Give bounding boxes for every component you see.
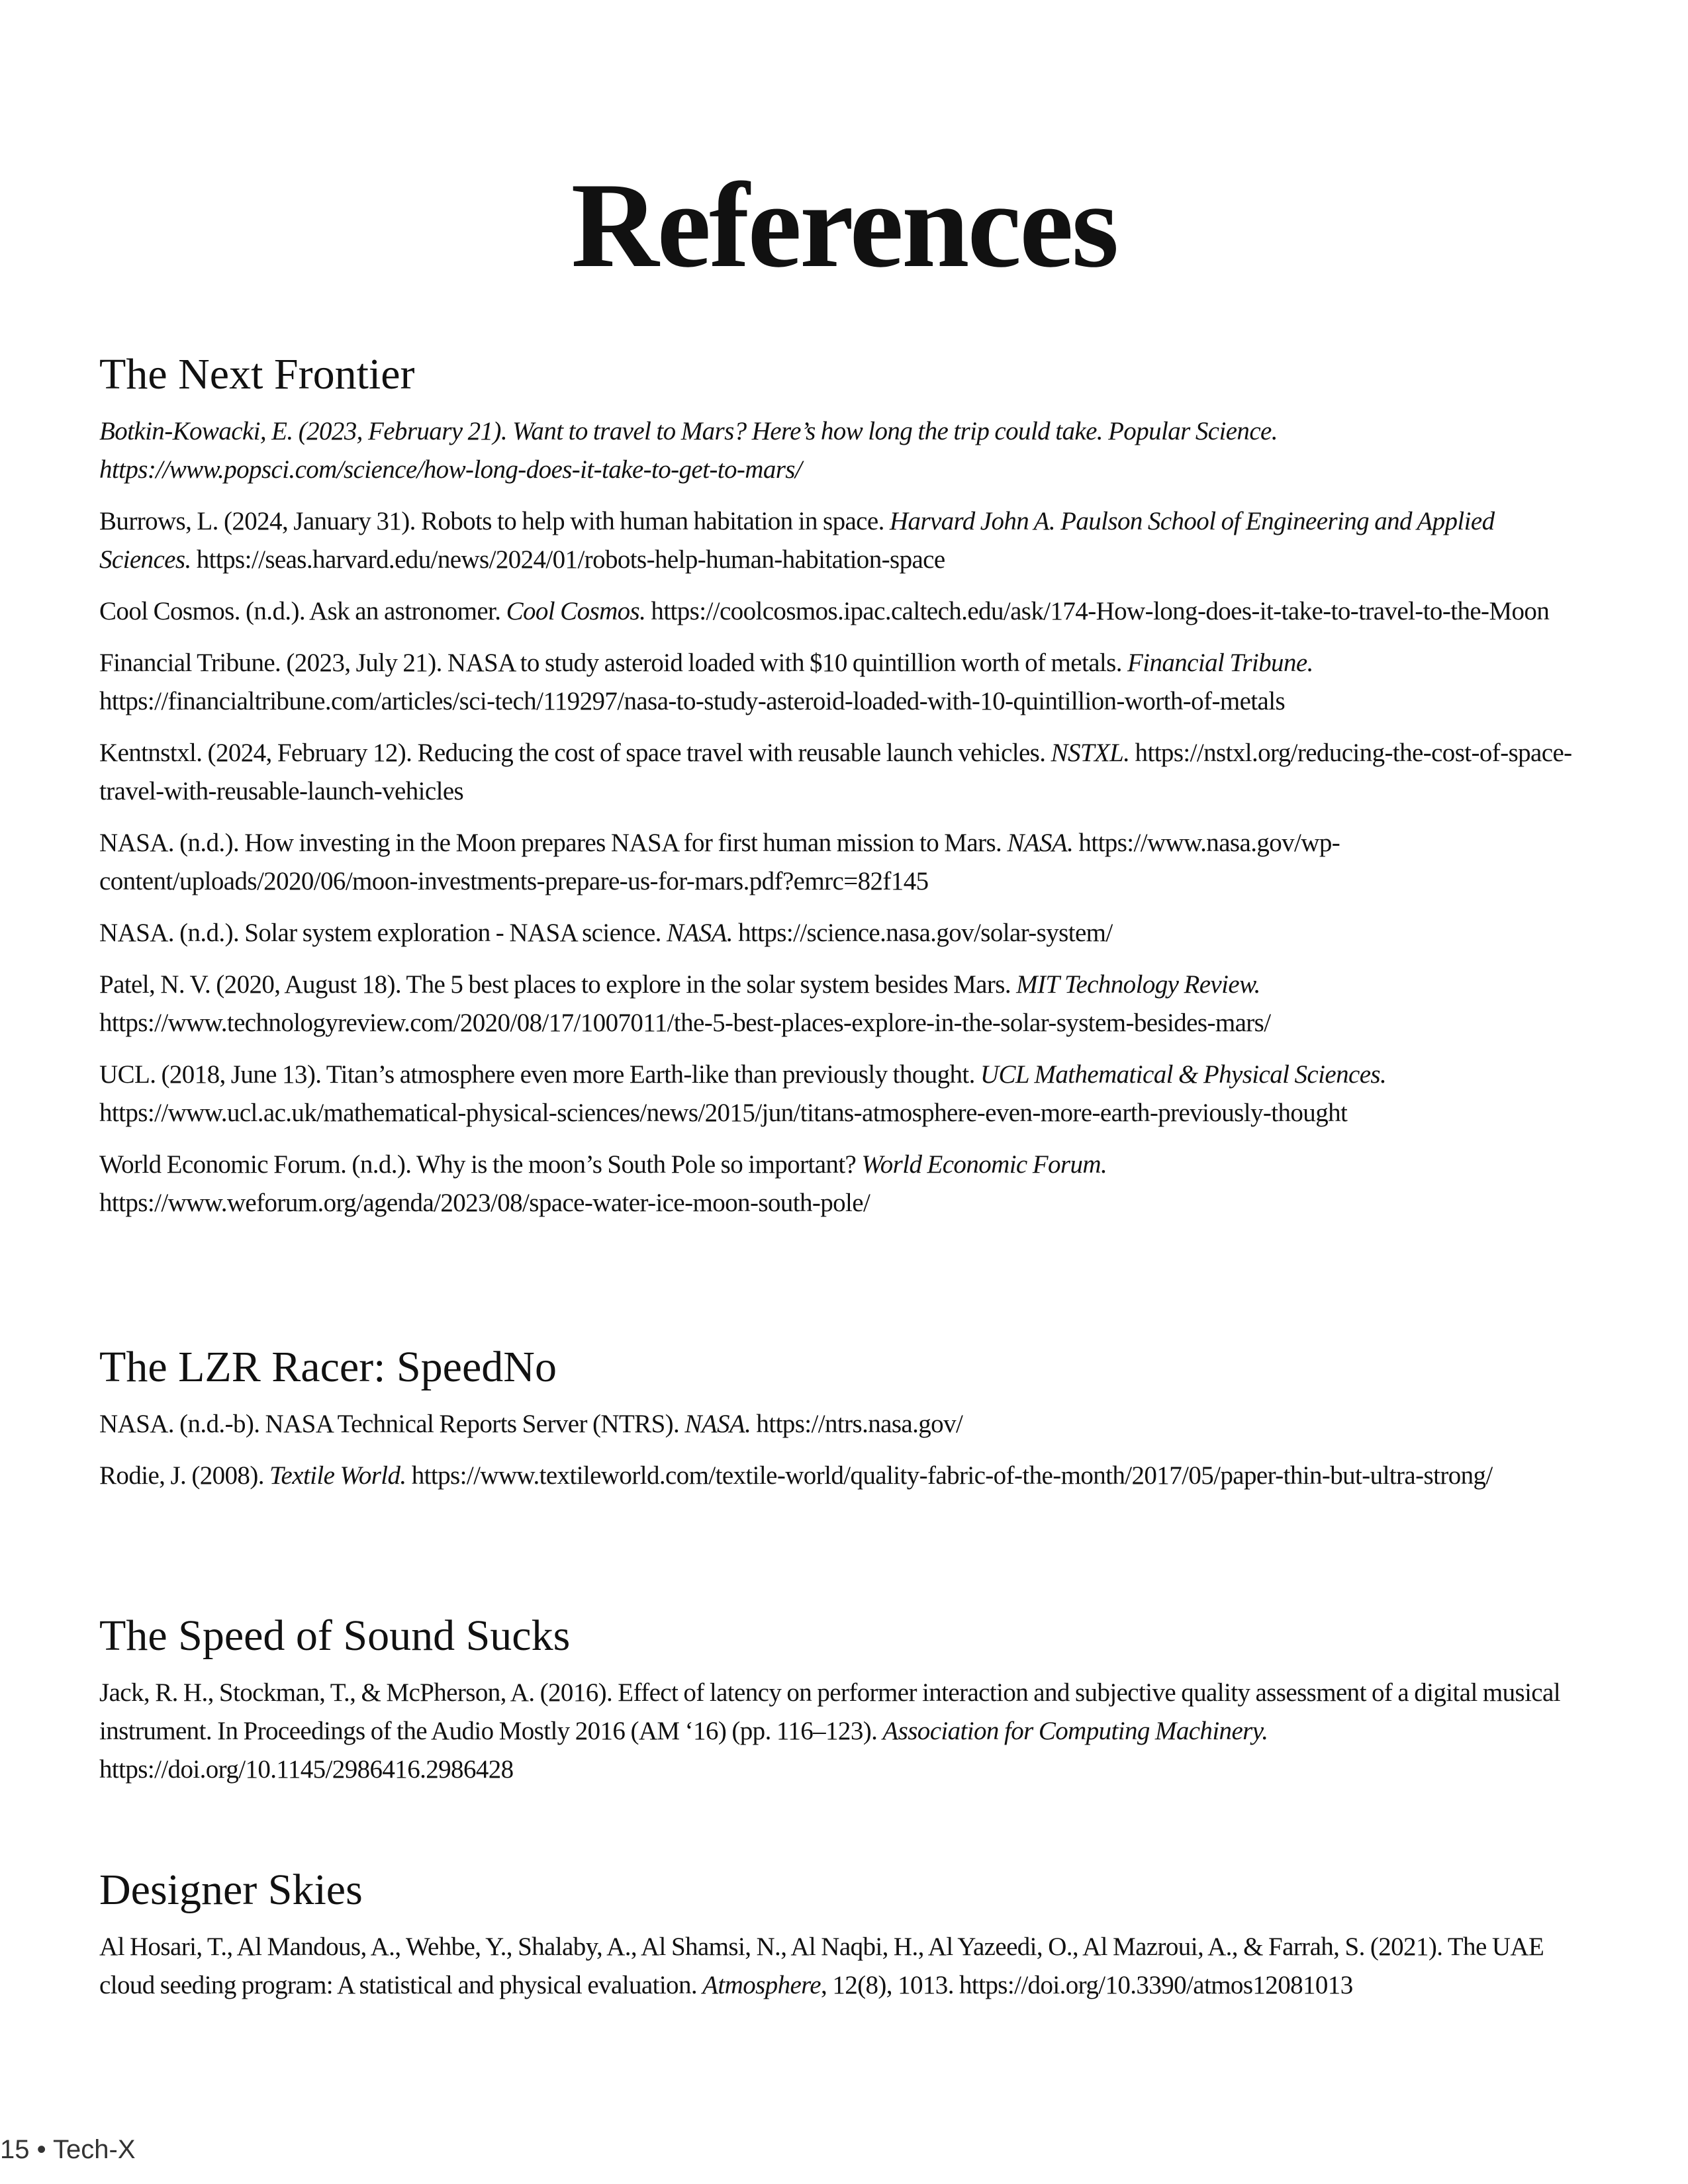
reference-link[interactable]: , 12(8), 1013. https://doi.org/10.3390/atmos12081013 [821,1970,1353,1999]
reference-link[interactable]: https://www.technologyreview.com/2020/08/17/1007011/the-5-best-places-explore-in-the-solar-system-besides-mars/ [99,1008,1271,1037]
section-the-next-frontier [99,351,1589,1236]
section-designer-skies [99,1866,1589,2018]
reference-text: Al Hosari, T., Al Mandous, A., Wehbe, Y., Shalaby, A., Al Shamsi, N., Al Naqbi, H., Al Yazeedi, O., Al Mazroui, A., & Farrah, S. (2021). The UAE cloud seeding program: A statistical and physical evaluation. [99,1932,1544,1999]
section-the-speed-of-sound-sucks [99,1612,1589,1802]
section-heading: The Next Frontier [99,350,415,398]
reference-link[interactable]: https://www.textileworld.com/textile-world/quality-fabric-of-the-month/2017/05/paper-thin-but-ultra-strong/ [406,1461,1493,1490]
reference-entry [99,734,1589,811]
reference-entry [99,644,1589,721]
section-heading: Designer Skies [99,1866,363,1914]
reference-link[interactable]: https://www.ucl.ac.uk/mathematical-physical-sciences/news/2015/jun/titans-atmosphere-even-more-earth-previously-thought [99,1098,1348,1127]
reference-source: Cool Cosmos. [506,596,646,625]
reference-text: NASA. (n.d.). How investing in the Moon prepares NASA for first human mission to Mars. [99,828,1008,857]
page-footer: 15 • Tech-X [0,2135,136,2164]
section-heading: The Speed of Sound Sucks [99,1612,571,1660]
reference-text: Financial Tribune. (2023, July 21). NASA to study asteroid loaded with $10 quintillion worth of metals. [99,648,1128,677]
section-the-lzr-racer [99,1343,1589,1508]
reference-link[interactable]: https://www.nasa.gov/wp-content/uploads/2020/06/moon-investments-prepare-us-for-mars.pdf?emrc=82f145 [99,828,1340,895]
reference-entry [99,966,1589,1042]
reference-source: NSTXL. [1051,738,1130,767]
reference-link[interactable]: https://science.nasa.gov/solar-system/ [732,918,1113,947]
reference-source: NASA. [1007,828,1074,857]
reference-source: Association for Computing Machinery. [882,1716,1268,1745]
reference-text: Patel, N. V. (2020, August 18). The 5 best places to explore in the solar system besides Mars. [99,970,1017,999]
reference-link[interactable]: https://nstxl.org/reducing-the-cost-of-space-travel-with-reusable-launch-vehicles [99,738,1572,805]
reference-source: Textile World. [269,1461,406,1490]
reference-text: Burrows, L. (2024, January 31). Robots to help with human habitation in space. [99,506,890,535]
reference-link[interactable]: https://coolcosmos.ipac.caltech.edu/ask/174-How-long-does-it-take-to-travel-to-the-Moon [645,596,1550,625]
reference-source: Atmosphere [702,1970,821,1999]
reference-entry [99,502,1589,579]
reference-source: MIT Technology Review. [1016,970,1260,999]
reference-text: World Economic Forum. (n.d.). Why is the moon’s South Pole so important? [99,1150,862,1179]
reference-entry [99,1928,1589,2005]
reference-source: Harvard John A. Paulson School of Engineering and Applied Sciences. [99,506,1495,574]
reference-text: Rodie, J. (2008). [99,1461,270,1490]
reference-entry [99,914,1589,952]
reference-source: Financial Tribune. [1127,648,1313,677]
reference-source: UCL Mathematical & Physical Sciences. [980,1060,1387,1089]
reference-text: Cool Cosmos. (n.d.). Ask an astronomer. [99,596,506,625]
reference-entry [99,1674,1589,1789]
reference-source: Botkin-Kowacki, E. (2023, February 21). Want to travel to Mars? Here’s how long the trip could take. Popular Science. https://www.popsci.com/science/how-long-does-it-take-to-get-to-mars/ [99,416,1278,484]
reference-entry [99,592,1589,631]
reference-text: UCL. (2018, June 13). Titan’s atmosphere even more Earth-like than previously thought. [99,1060,980,1089]
section-heading: The LZR Racer: SpeedNo [99,1343,557,1391]
reference-link[interactable]: https://doi.org/10.1145/2986416.2986428 [99,1754,514,1784]
reference-link[interactable]: https://financialtribune.com/articles/sci-tech/119297/nasa-to-study-asteroid-loaded-with-10-quintillion-worth-of-metals [99,686,1286,715]
reference-text: NASA. (n.d.). Solar system exploration - NASA science. [99,918,667,947]
reference-text: Kentnstxl. (2024, February 12). Reducing the cost of space travel with reusable launch vehicles. [99,738,1051,767]
reference-link[interactable]: https://seas.harvard.edu/news/2024/01/robots-help-human-habitation-space [191,545,945,574]
reference-entry [99,1146,1589,1222]
reference-source: World Economic Forum. [861,1150,1107,1179]
reference-entry [99,412,1589,489]
reference-link[interactable]: https://ntrs.nasa.gov/ [751,1409,963,1438]
reference-entry [99,824,1589,901]
reference-source: NASA. [684,1409,751,1438]
reference-entry [99,1405,1589,1443]
page-title: References [571,158,1117,293]
reference-text: NASA. (n.d.-b). NASA Technical Reports Server (NTRS). [99,1409,685,1438]
reference-link[interactable]: https://www.weforum.org/agenda/2023/08/space-water-ice-moon-south-pole/ [99,1188,870,1217]
reference-source: NASA. [666,918,733,947]
reference-entry [99,1457,1589,1495]
reference-entry [99,1056,1589,1132]
reference-text: Jack, R. H., Stockman, T., & McPherson, A. (2016). Effect of latency on performer interaction and subjective quality assessment of a digital musical instrument. In Proceedings of the Audio Mostly 2016 (AM ‘16) (pp. 116–123). [99,1678,1560,1745]
